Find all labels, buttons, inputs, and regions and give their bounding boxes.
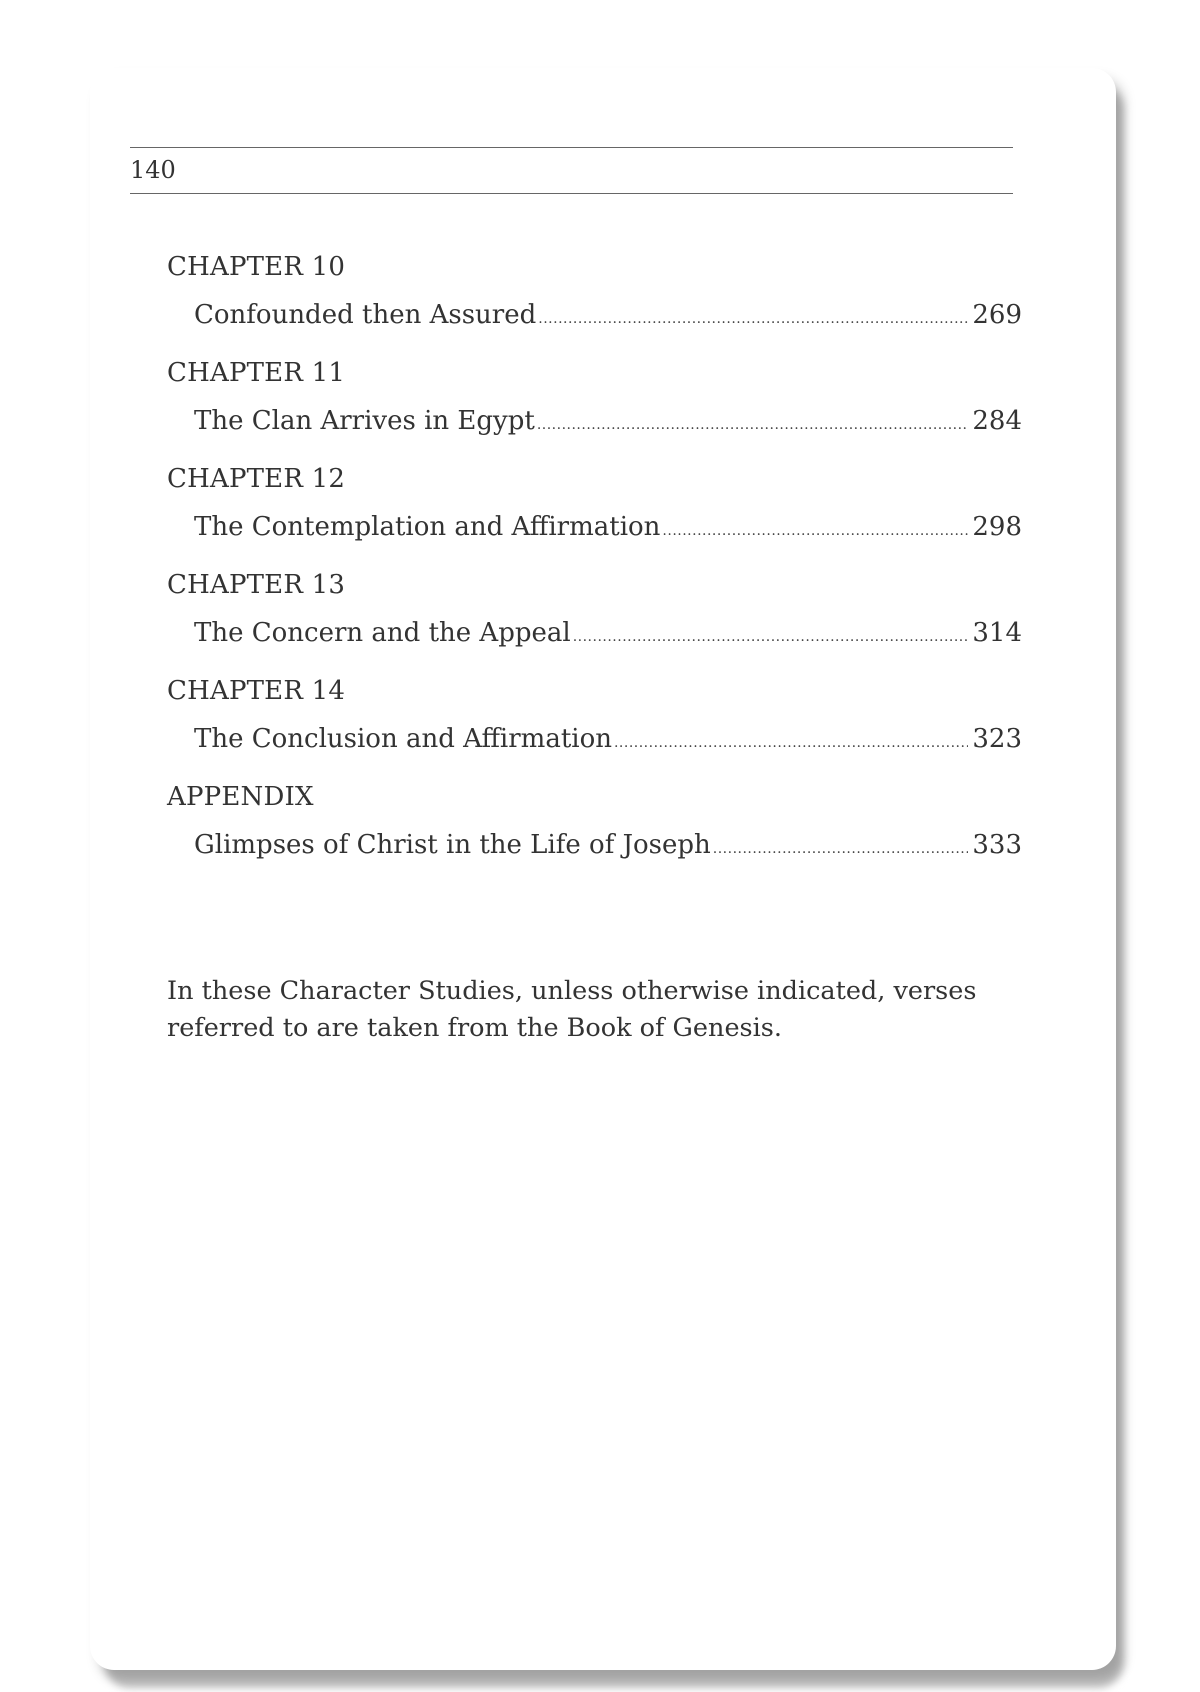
toc-section bbox=[167, 780, 1022, 862]
toc-section bbox=[167, 674, 1022, 756]
entry-title: The Conclusion and Affirmation bbox=[194, 724, 612, 754]
toc-entry[interactable] bbox=[167, 722, 1022, 756]
toc-entry[interactable] bbox=[167, 298, 1022, 332]
footnote-paragraph: In these Character Studies, unless otherwise indicated, verses referred to are taken from the Book of Genesis. bbox=[167, 975, 977, 1043]
chapter-label: CHAPTER 11 bbox=[167, 358, 346, 388]
entry-title: The Contemplation and Affirmation bbox=[194, 512, 661, 542]
entry-page-number: 269 bbox=[972, 300, 1022, 330]
entry-page-number: 333 bbox=[972, 830, 1022, 860]
dot-leader bbox=[537, 408, 969, 442]
page-number: 140 bbox=[130, 156, 176, 184]
chapter-label: CHAPTER 12 bbox=[167, 464, 346, 494]
entry-page-number: 284 bbox=[972, 406, 1022, 436]
entry-page-number: 314 bbox=[972, 618, 1022, 648]
toc-entry[interactable] bbox=[167, 616, 1022, 650]
dot-leader bbox=[713, 832, 969, 866]
dot-leader bbox=[662, 514, 968, 548]
chapter-label: CHAPTER 13 bbox=[167, 570, 346, 600]
toc-section bbox=[167, 250, 1022, 332]
toc-entry[interactable] bbox=[167, 510, 1022, 544]
appendix-label: APPENDIX bbox=[167, 782, 314, 812]
entry-title: Glimpses of Christ in the Life of Joseph bbox=[194, 830, 711, 860]
entry-page-number: 323 bbox=[972, 724, 1022, 754]
table-of-contents bbox=[167, 250, 1022, 886]
chapter-label: CHAPTER 10 bbox=[167, 252, 346, 282]
toc-section bbox=[167, 356, 1022, 438]
toc-entry[interactable] bbox=[167, 828, 1022, 862]
running-head bbox=[130, 147, 1013, 194]
dot-leader bbox=[573, 620, 969, 654]
toc-entry[interactable] bbox=[167, 404, 1022, 438]
toc-section bbox=[167, 568, 1022, 650]
dot-leader bbox=[614, 726, 968, 760]
entry-title: Confounded then Assured bbox=[194, 300, 537, 330]
dot-leader bbox=[538, 302, 968, 336]
chapter-label: CHAPTER 14 bbox=[167, 676, 346, 706]
toc-section bbox=[167, 462, 1022, 544]
entry-page-number: 298 bbox=[972, 512, 1022, 542]
entry-title: The Concern and the Appeal bbox=[194, 618, 571, 648]
entry-title: The Clan Arrives in Egypt bbox=[194, 406, 535, 436]
